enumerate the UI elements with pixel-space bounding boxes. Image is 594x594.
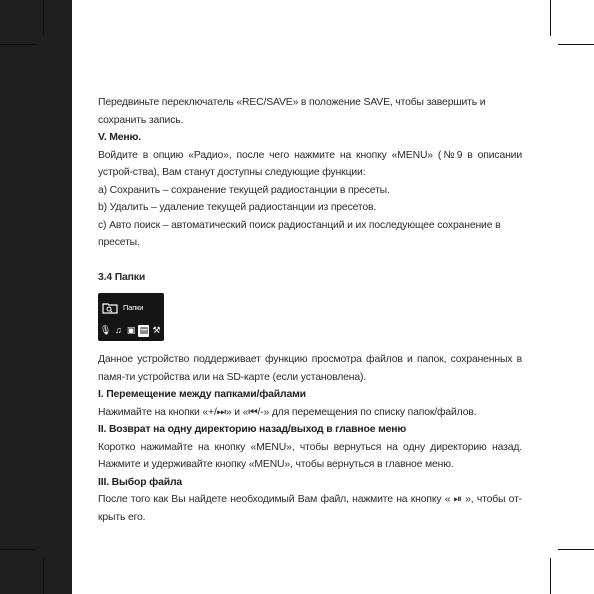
device-screen-preview — [98, 293, 164, 341]
crop-mark — [0, 44, 36, 45]
paragraph-select: После того как Вы найдете необходимый Вам файл, нажмите на кнопку « ⏯ », чтобы от-крыть его. — [98, 494, 522, 523]
menu-intro: Войдите в опцию «Радио», после чего нажмите на кнопку «MENU» (№9 в описании устрой-ства), Вам станут доступны следующие функции: — [98, 149, 522, 178]
heading-select: III. Выбор файла — [98, 476, 183, 488]
crop-mark — [0, 549, 36, 550]
crop-mark — [550, 558, 551, 594]
music-icon: ♫ — [114, 325, 122, 336]
folder-icon: ▤ — [139, 325, 148, 336]
menu-item-delete: b) Удалить – удаление текущей радиостанции из пресетов. — [98, 202, 377, 213]
settings-icon: ⚒ — [152, 325, 161, 336]
section-title: 3.4 Папки — [98, 271, 146, 283]
screen-icon-row — [100, 324, 162, 338]
folder-search-icon — [102, 302, 118, 314]
screen-folder-row — [102, 297, 160, 319]
radio-icon: ▣ — [126, 325, 136, 336]
document-body — [98, 94, 522, 526]
left-dark-band — [0, 0, 72, 594]
crop-mark — [550, 0, 551, 36]
crop-mark — [558, 44, 594, 45]
crop-mark — [43, 558, 44, 594]
crop-mark — [558, 549, 594, 550]
menu-heading: V. Меню. — [98, 132, 142, 143]
mic-icon: 🎙 — [99, 325, 112, 336]
spacer — [98, 252, 522, 269]
rec-save-paragraph: Передвиньте переключатель «REC/SAVE» в положение SAVE, чтобы завершить и сохранить запись. — [98, 97, 486, 126]
menu-item-save: a) Сохранить – сохранение текущей радиостанции в пресеты. — [98, 184, 390, 196]
menu-item-auto-search: c) Авто поиск – автоматический поиск радиостанций и их последующее сохранение в пресеты. — [98, 219, 501, 248]
folders-paragraph: Данное устройство поддерживает функцию просмотра файлов и папок, сохраненных в памя-ти устройства или на SD-карте (если установлена). — [98, 354, 522, 383]
crop-mark — [43, 0, 44, 36]
paragraph-navigation: Нажимайте на кнопки «+/⏭» и «⏮/-» для перемещения по списку папок/файлов. — [98, 406, 477, 418]
screen-label: Папки — [123, 303, 144, 313]
paragraph-back: Коротко нажимайте на кнопку «MENU», чтобы вернуться на одну директорию назад. Нажмите и удерживайте кнопку «MENU», чтобы вернуться в главное меню. — [98, 441, 522, 470]
heading-navigation: I. Перемещение между папками/файлами — [98, 389, 306, 400]
heading-back: II. Возврат на одну директорию назад/выход в главное меню — [98, 424, 407, 435]
